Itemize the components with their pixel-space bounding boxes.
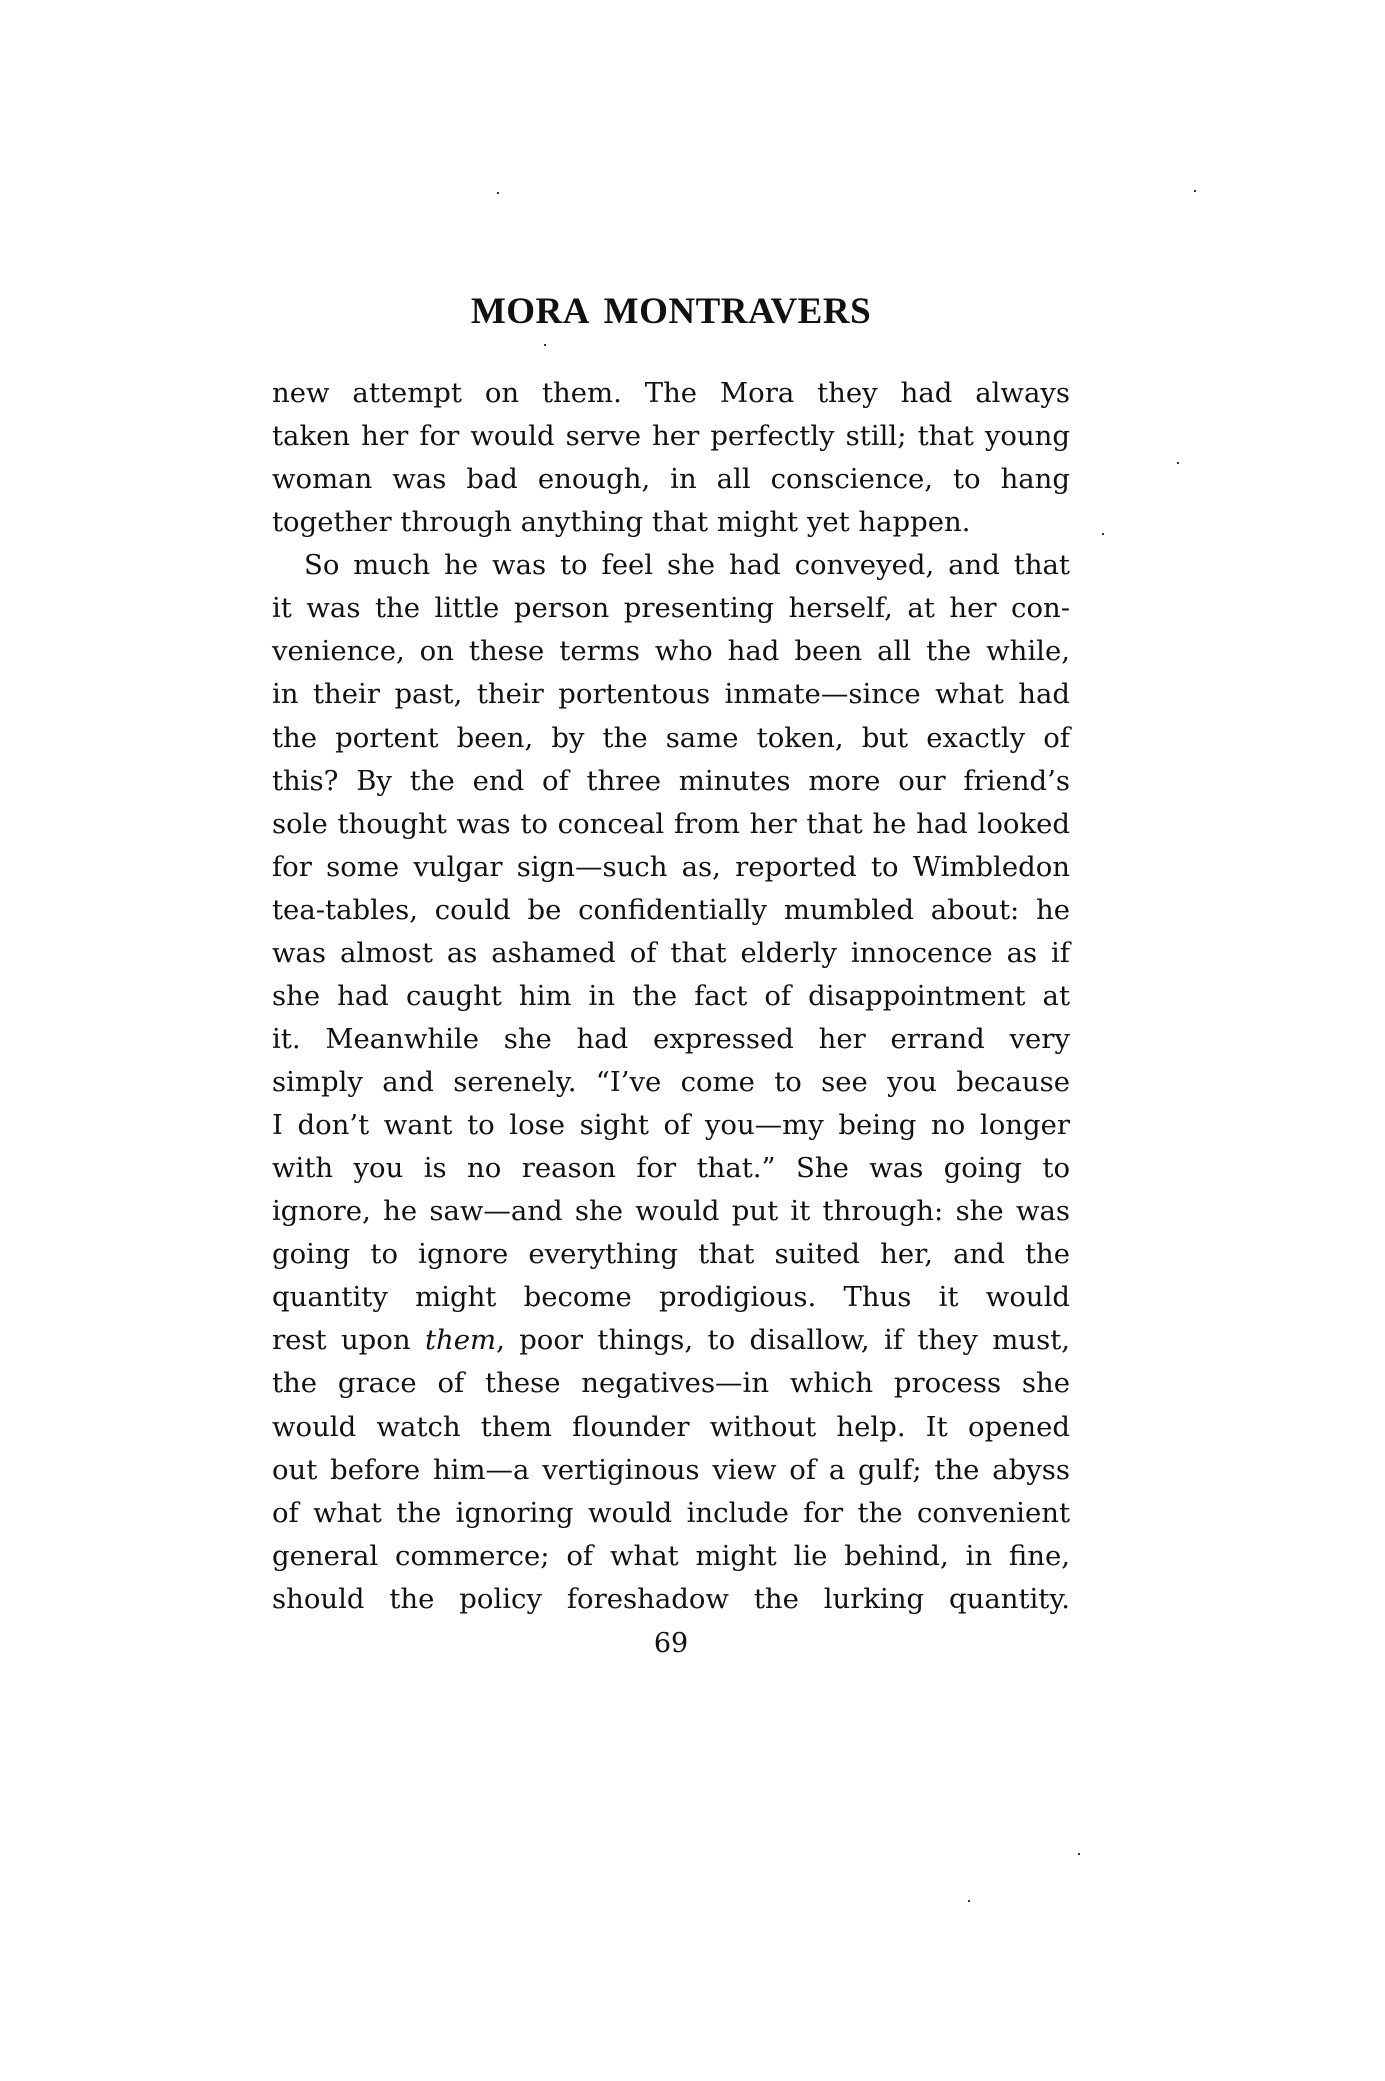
scan-speck — [1102, 533, 1104, 535]
text-line: going to ignore everything that suited her, and the — [272, 1238, 1070, 1271]
body-text — [272, 372, 1070, 1621]
text-line: should the policy foreshadow the lurking quantity. — [272, 1582, 1070, 1615]
text-line: this? By the end of three minutes more our friend’s — [272, 764, 1070, 797]
text-line: with you is no reason for that.” She was going to — [272, 1152, 1070, 1185]
text-line: it was the little person presenting herself, at her con- — [272, 592, 1070, 625]
text-line: rest upon them, poor things, to disallow, if they must, — [272, 1324, 1070, 1357]
running-head-title: MORA MONTRAVERS — [470, 291, 872, 332]
text-line: in their past, their portentous inmate—since what had — [272, 678, 1070, 711]
text-line: new attempt on them. The Mora they had always — [272, 377, 1070, 409]
text-line: of what the ignoring would include for the convenient — [272, 1496, 1070, 1529]
text-line: the grace of these negatives—in which process she — [272, 1367, 1070, 1400]
scan-speck — [1177, 462, 1179, 464]
text-line: ignore, he saw—and she would put it through: she was — [272, 1195, 1070, 1228]
page-number: 69 — [653, 1628, 689, 1659]
text-line: she had caught him in the fact of disappointment at — [272, 979, 1070, 1012]
scan-speck — [1078, 1853, 1080, 1855]
scan-speck — [1194, 190, 1196, 192]
text-line: would watch them flounder without help. It opened — [272, 1410, 1070, 1443]
text-line: taken her for would serve her perfectly still; that young — [272, 420, 1070, 453]
text-line: for some vulgar sign—such as, reported to Wimbledon — [272, 850, 1070, 883]
text-line: woman was bad enough, in all conscience, to hang — [272, 463, 1070, 496]
text-line: tea-tables, could be confidentially mumbled about: he — [272, 893, 1070, 926]
text-line: it. Meanwhile she had expressed her errand very — [272, 1022, 1070, 1055]
scan-speck — [544, 344, 546, 346]
paragraph — [272, 544, 1070, 1621]
text-line: So much he was to feel she had conveyed, and that — [304, 549, 1070, 582]
text-line: was almost as ashamed of that elderly innocence as if — [272, 936, 1070, 969]
paragraph — [272, 372, 1070, 544]
scan-speck — [968, 1900, 970, 1902]
text-line: general commerce; of what might lie behind, in fine, — [272, 1539, 1070, 1572]
text-line: out before him—a vertiginous view of a gulf; the abyss — [272, 1453, 1070, 1486]
text-line: sole thought was to conceal from her that he had looked — [272, 807, 1070, 840]
emphasis: them — [424, 1324, 497, 1357]
text-line: together through anything that might yet happen. — [272, 506, 971, 539]
scan-speck — [497, 192, 499, 194]
text-line: the portent been, by the same token, but exactly of — [272, 721, 1070, 754]
text-line: venience, on these terms who had been all the while, — [272, 635, 1070, 668]
text-line: simply and serenely. “I’ve come to see you because — [272, 1066, 1070, 1098]
text-line: quantity might become prodigious. Thus it would — [272, 1281, 1070, 1314]
text-line: I don’t want to lose sight of you—my being no longer — [272, 1109, 1070, 1142]
